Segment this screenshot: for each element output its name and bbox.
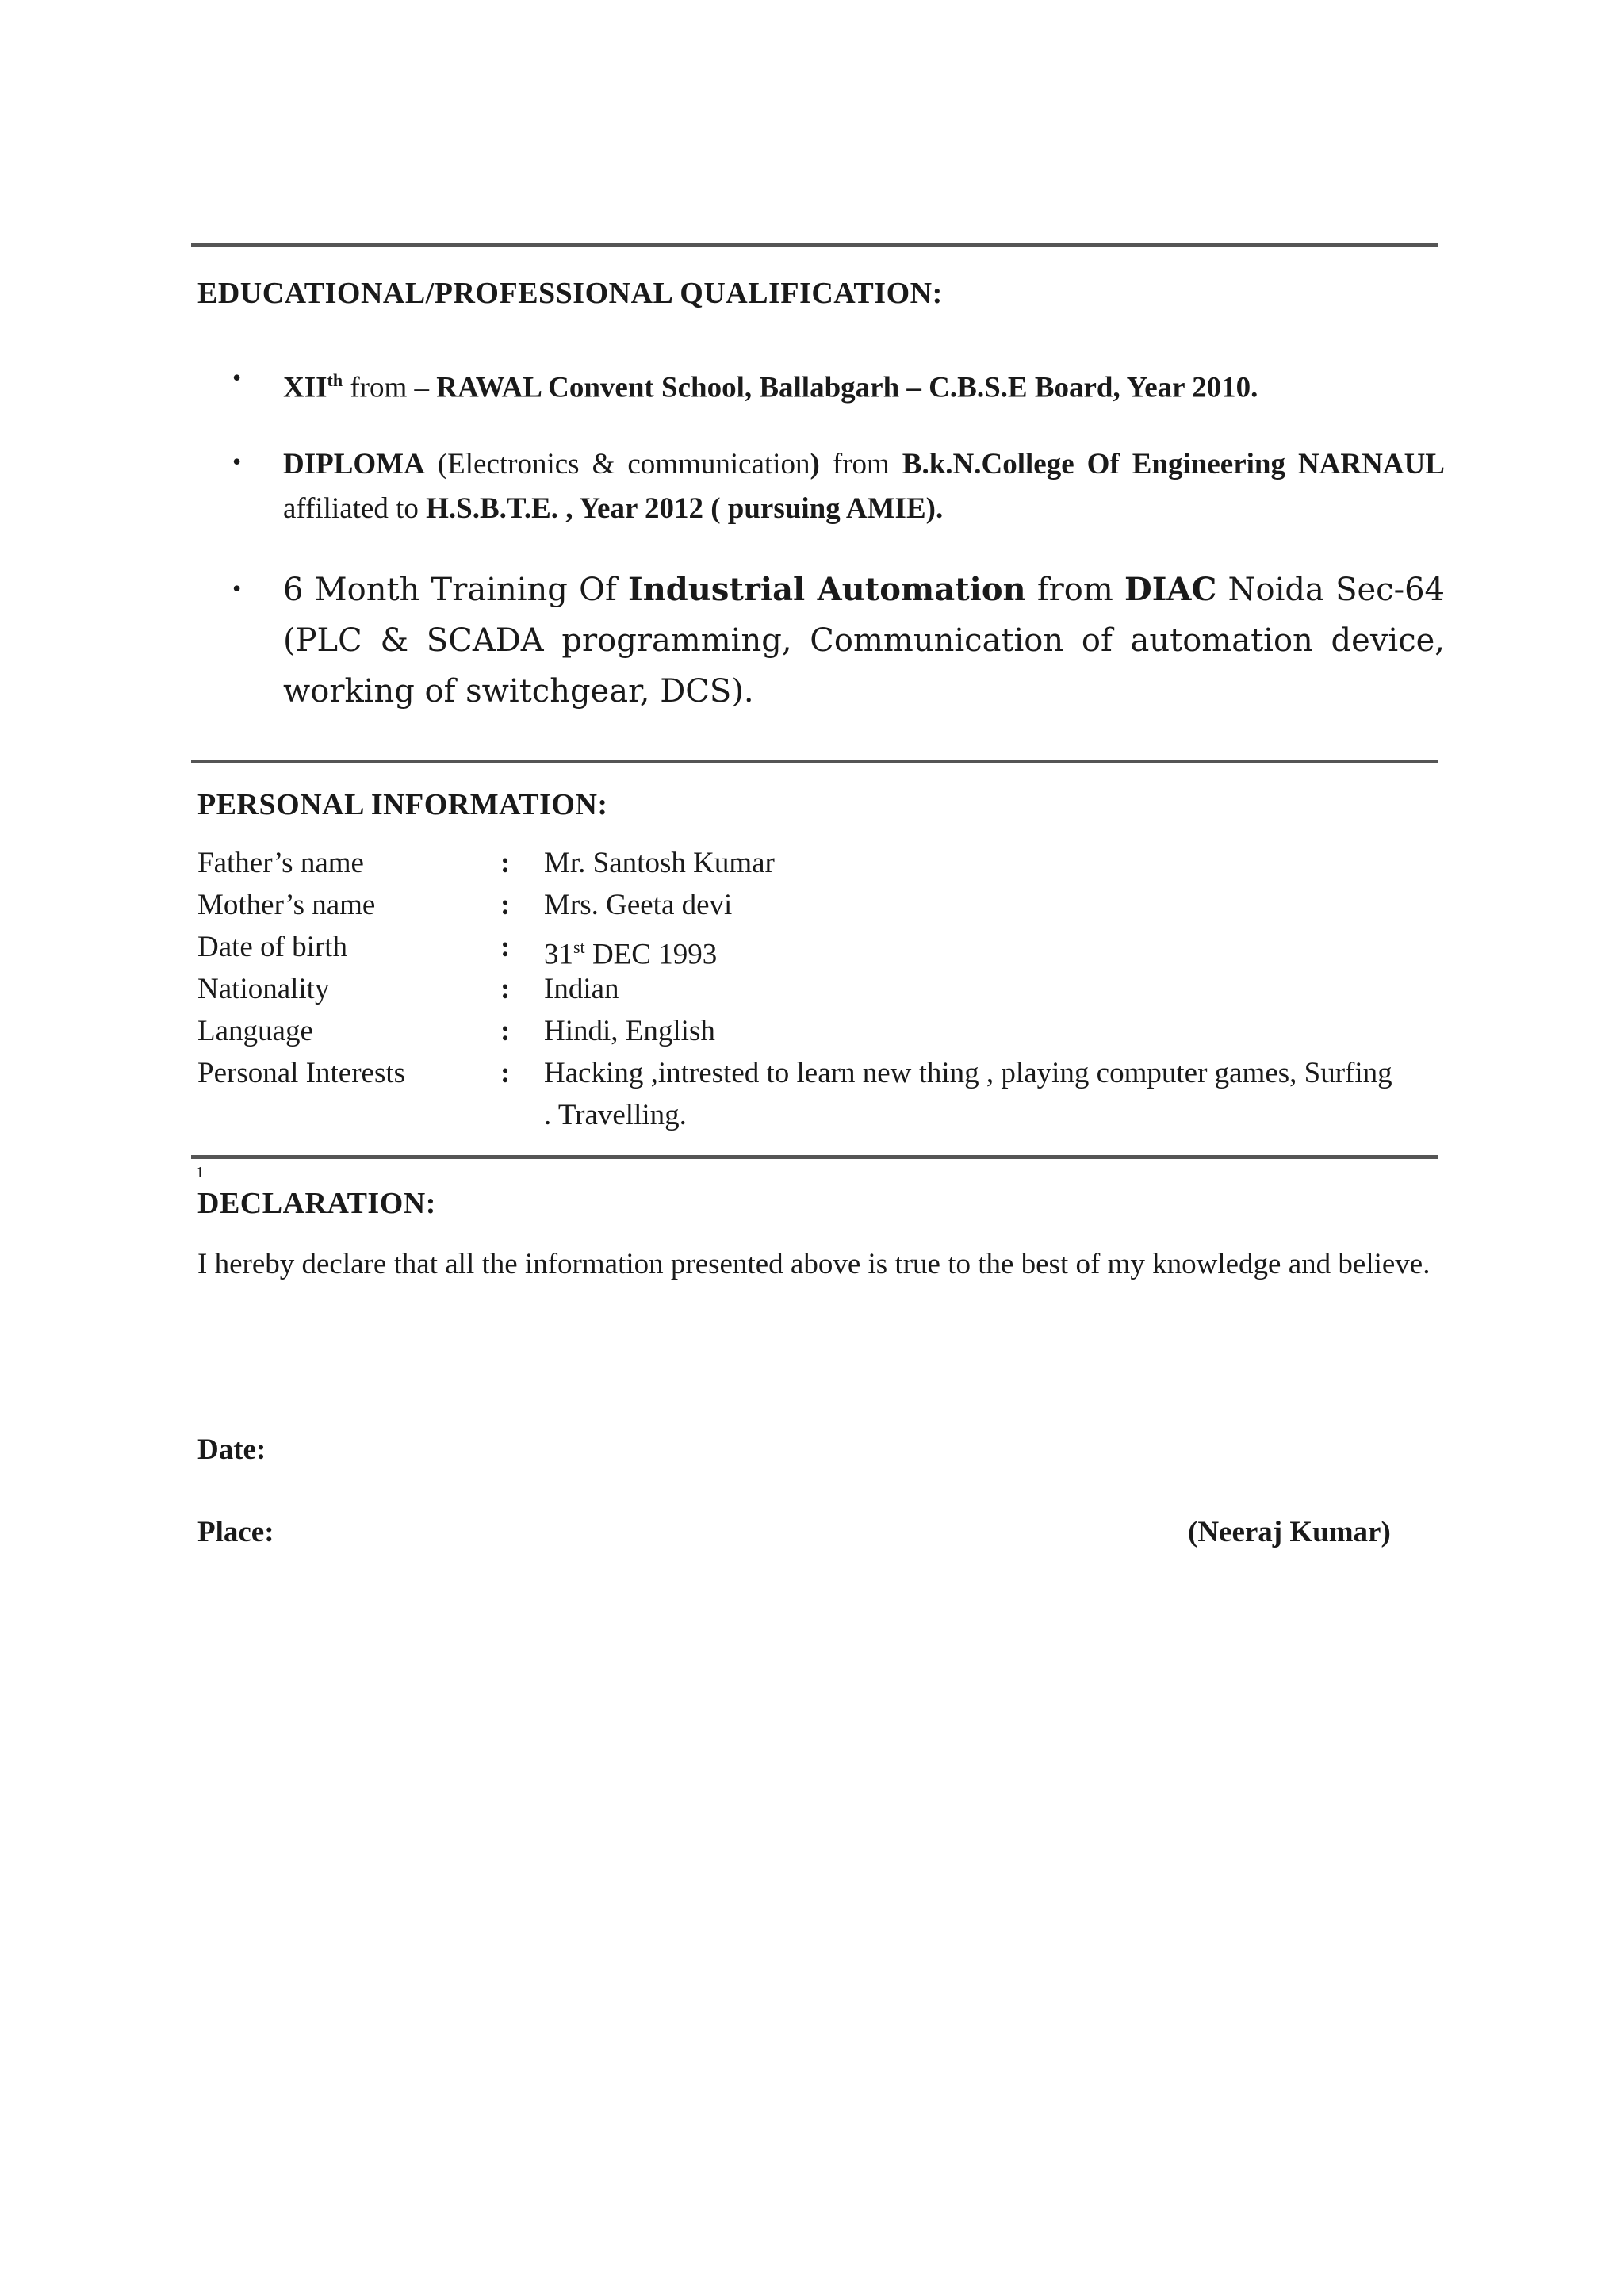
education-item-training (283, 564, 1445, 717)
page-mark: 1 (196, 1164, 204, 1181)
signatory-name: (Neeraj Kumar) (1188, 1516, 1391, 1548)
dob-day: 31 (544, 938, 573, 971)
diploma-affiliated: affiliated to (283, 492, 427, 525)
bullet-icon: • (232, 574, 242, 603)
info-colon: : (500, 847, 511, 879)
info-label: Personal Interests (197, 1057, 406, 1089)
diploma-label: DIPLOMA (283, 448, 425, 480)
training-course: Industrial Automation (627, 571, 1026, 608)
education-level-sup: th (327, 370, 343, 390)
education-school: RAWAL Convent School, Ballabgarh – C.B.S.E Board, Year 2010. (436, 371, 1258, 404)
top-divider (191, 243, 1438, 247)
info-label: Father’s name (197, 847, 364, 879)
diploma-paren: ) (810, 448, 820, 480)
info-label: Date of birth (197, 931, 348, 963)
info-colon: : (500, 1015, 511, 1047)
info-colon: : (500, 889, 511, 921)
info-label: Language (197, 1015, 313, 1047)
education-heading: EDUCATIONAL/PROFESSIONAL QUALIFICATION: (197, 277, 943, 310)
declaration-text: I hereby declare that all the information presented above is true to the best of my knowledge and believe. (197, 1248, 1431, 1280)
diploma-college: B.k.N.College Of Engineering NARNAUL (902, 448, 1445, 480)
info-label: Mother’s name (197, 889, 376, 921)
bullet-icon: • (232, 363, 242, 392)
education-level: XII (283, 371, 327, 404)
info-value: Hindi, English (544, 1015, 715, 1047)
date-label: Date: (197, 1433, 266, 1466)
info-label: Nationality (197, 973, 330, 1005)
info-colon: : (500, 1057, 511, 1089)
diploma-from: from (819, 448, 902, 480)
dob-rest: DEC 1993 (584, 938, 718, 971)
dob-suffix: st (573, 937, 585, 957)
info-colon: : (500, 973, 511, 1005)
diploma-subject: (Electronics & communication (424, 448, 810, 480)
training-part1: 6 Month Training Of (283, 572, 628, 608)
place-label: Place: (197, 1516, 274, 1548)
personal-heading: PERSONAL INFORMATION: (197, 788, 608, 821)
training-part3: Noida Sec-64 (PLC & SCADA programming, Communication of automation device, working of switchgear, DCS). (283, 572, 1445, 710)
training-institute: DIAC (1124, 571, 1217, 608)
info-value: Hacking ,intrested to learn new thing , playing computer games, Surfing . Travelling. (544, 1057, 1392, 1131)
education-from: from – (343, 371, 437, 404)
info-value: Indian (544, 973, 619, 1005)
education-item-xii (283, 358, 1445, 410)
bullet-icon: • (232, 447, 242, 476)
section-divider (191, 760, 1438, 763)
info-value: Mrs. Geeta devi (544, 889, 733, 921)
diploma-board: H.S.B.T.E. , Year 2012 ( pursuing AMIE). (426, 492, 944, 525)
section-divider (191, 1155, 1438, 1159)
training-part2: from (1025, 572, 1125, 608)
declaration-heading: DECLARATION: (197, 1187, 436, 1220)
info-colon: : (500, 931, 511, 963)
education-item-diploma (283, 442, 1445, 531)
info-value: Mr. Santosh Kumar (544, 847, 775, 879)
